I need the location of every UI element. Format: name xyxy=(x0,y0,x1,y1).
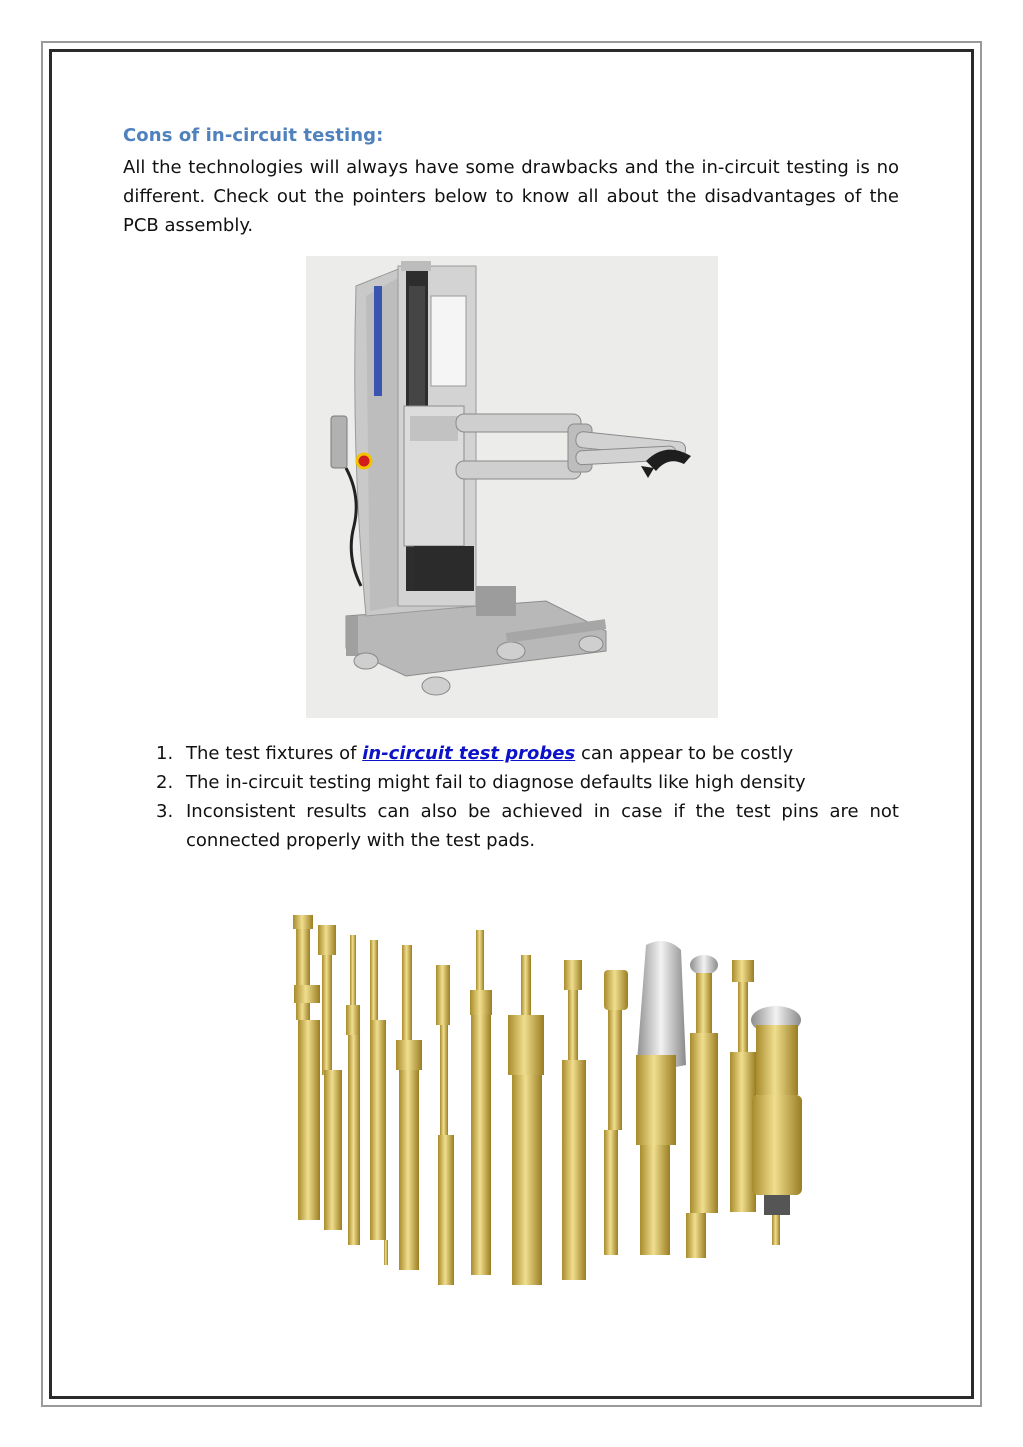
list-item xyxy=(156,739,899,768)
list-item-text: The in-circuit testing might fail to diagnose defaults like high density xyxy=(186,772,806,793)
list-item-text: can appear to be costly xyxy=(575,743,794,764)
list-number: 3. xyxy=(156,801,174,822)
section-heading: Cons of in-circuit testing: xyxy=(123,125,384,146)
list-item-text: The test fixtures of xyxy=(186,743,363,764)
list-number: 1. xyxy=(156,743,174,764)
list-number: 2. xyxy=(156,772,174,793)
list-item xyxy=(156,768,899,797)
intro-paragraph: All the technologies will always have some drawbacks and the in-circuit testing is no different. Check out the pointers below to know all about the disadvantages of the PCB assembly. xyxy=(123,157,899,236)
list-item xyxy=(156,797,899,855)
drawbacks-list xyxy=(156,739,899,855)
in-circuit-test-probes-link[interactable]: in-circuit test probes xyxy=(362,743,576,764)
list-item-text: Inconsistent results can also be achieved in case if the test pins are not connected properly with the test pads. xyxy=(186,801,899,851)
test-stand-machine-photo xyxy=(306,256,718,718)
test-probes-photo xyxy=(286,905,816,1297)
intro-section xyxy=(123,125,899,240)
